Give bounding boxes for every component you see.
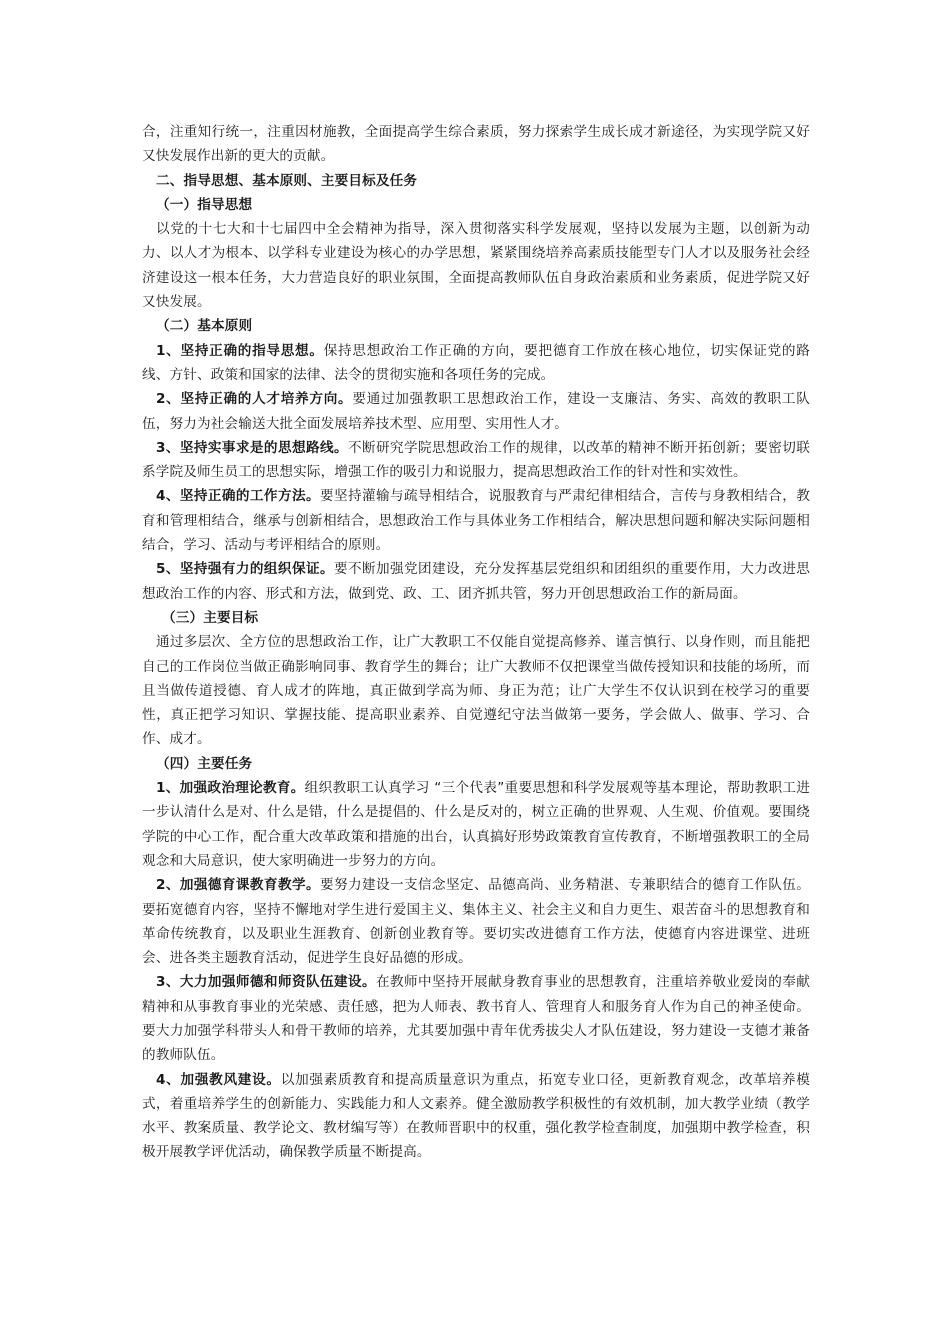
principle-item <box>142 484 810 557</box>
task-lead: 2、加强德育课教育教学。 <box>156 877 320 894</box>
subsection-heading-main-goals: （三）主要目标 <box>162 609 259 626</box>
principle-text: 不断研究学院思想政治工作的规律，以改革的精神不断开拓创新；要密切联系学院及师生员工的思想实际，增强工作的吸引力和说服力，提高思想政治工作的针对性和实效性。 <box>142 439 810 481</box>
task-lead: 1、加强政治理论教育。 <box>156 780 305 797</box>
task-item <box>142 970 810 1067</box>
principle-lead: 4、坚持正确的工作方法。 <box>156 488 320 505</box>
principle-lead: 3、坚持实事求是的思想路线。 <box>156 439 348 456</box>
principle-text: 要通过加强教职工思想政治工作，建设一支廉洁、务实、高效的教职工队伍，努力为社会输送大批全面发展培养技术型、应用型、实用性人才。 <box>142 391 810 432</box>
principle-item <box>142 339 810 388</box>
principle-text: 要坚持灌输与疏导相结合，说服教育与严肃纪律相结合，言传与身教相结合，教育和管理相结合，继承与创新相结合，思想政治工作与具体业务工作相结合，解决思想问题和解决实际问题相结合，学习、活动与考评相结合的原则。 <box>142 488 810 554</box>
task-text: 要努力建设一支信念坚定、品德高尚、业务精湛、专兼职结合的德育工作队伍。要拓宽德育内容，坚持不懈地对学生进行爱国主义、集体主义、社会主义和自力更生、艰苦奋斗的思想教育和革命传统教育，以及职业生涯教育、创新创业教育等。要切实改进德育工作方法，使德育内容进课堂、进班会、进各类主题教育活动，促进学生良好品德的形成。 <box>142 877 810 967</box>
principle-item <box>142 557 810 606</box>
principle-text: 要不断加强党团建设，充分发挥基层党组织和团组织的重要作用，大力改进思想政治工作的内容、形式和方法，做到党、政、工、团齐抓共管，努力开创思想政治工作的新局面。 <box>142 561 810 602</box>
task-item <box>142 1068 810 1165</box>
principle-text: 保持思想政治工作正确的方向，要把德育工作放在核心地位，切实保证党的路线、方针、政策和国家的法律、法令的贯彻实施和各项任务的完成。 <box>142 342 810 383</box>
subsection-heading-basic-principles: （二）基本原则 <box>156 318 253 335</box>
task-text: 组织教职工认真学习 “三个代表”重要思想和科学发展观等基本理论，帮助教职工进一步认清什么是对、什么是错，什么是提倡的、什么是反对的，树立正确的世界观、人生观、价值观。要围绕学院的中心工作，配合重大改革政策和措施的出台，认真搞好形势政策教育宣传教育，不断增强教职工的全局观念和大局意识，使大家明确进一步努力的方向。 <box>142 780 811 869</box>
principle-lead: 5、坚持强有力的组织保证。 <box>156 561 334 578</box>
document-body <box>142 120 810 1165</box>
principle-lead: 1、坚持正确的指导思想。 <box>156 342 324 359</box>
task-item <box>142 776 810 873</box>
subsection-heading-main-tasks: （四）主要任务 <box>156 755 253 772</box>
task-text: 在教师中坚持开展献身教育事业的思想教育，注重培养敬业爱岗的奉献精神和从事教育事业的光荣感、责任感，把为人师表、教书育人、管理育人和服务育人作为自己的神圣使命。要大力加强学科带头人和骨干教师的培养，尤其要加强中青年优秀拔尖人才队伍建设，努力建设一支德才兼备的教师队伍。 <box>142 974 810 1064</box>
task-text: 以加强素质教育和提高质量意识为重点，拓宽专业口径，更新教育观念，改革培养模式，着重培养学生的创新能力、实践能力和人文素养。健全激励教学积极性的有效机制，加大教学业绩（教学水平、教案质量、教学论文、教材编写等）在教师晋职中的权重，强化教学检查制度，加强期中教学检查，积极开展教学评优活动，确保教学质量不断提高。 <box>142 1071 810 1161</box>
task-lead: 4、加强教风建设。 <box>156 1071 281 1088</box>
principle-item <box>142 387 810 436</box>
principle-lead: 2、坚持正确的人才培养方向。 <box>156 391 353 408</box>
continued-paragraph: 合，注重知行统一，注重因材施教，全面提高学生综合素质，努力探索学生成长成才新途径，为实现学院又好又快发展作出新的更大的贡献。 <box>142 124 810 165</box>
task-lead: 3、大力加强师德和师资队伍建设。 <box>156 974 376 991</box>
section-heading: 二、指导思想、基本原则、主要目标及任务 <box>156 172 418 189</box>
guiding-thought-paragraph: 以党的十七大和十七届四中全会精神为指导，深入贯彻落实科学发展观，坚持以发展为主题，以创新为动力、以人才为根本、以学科专业建设为核心的办学思想，紧紧围绕培养高素质技能型专门人才以及服务社会经济建设这一根本任务，大力营造良好的职业氛围，全面提高教师队伍自身政治素质和业务素质，促进学院又好又快发展。 <box>142 221 810 311</box>
task-item <box>142 873 810 970</box>
subsection-heading-guiding-thought: （一）指导思想 <box>156 196 253 213</box>
main-goals-paragraph: 通过多层次、全方位的思想政治工作，让广大教职工不仅能自觉提高修养、谨言慎行、以身作则，而且能把自己的工作岗位当做正确影响同事、教育学生的舞台；让广大教师不仅把课堂当做传授知识和技能的场所，而且当做传道授德、育人成才的阵地，真正做到学高为师、身正为范；让广大学生不仅认识到在校学习的重要性，真正把学习知识、掌握技能、提高职业素养、自觉遵纪守法当做第一要务，学会做人、做事、学习、合作、成才。 <box>142 634 810 748</box>
principle-item <box>142 436 810 485</box>
